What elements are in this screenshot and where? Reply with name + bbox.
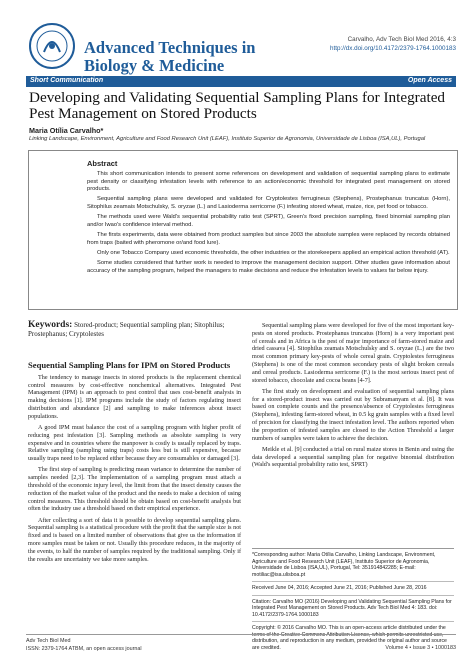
doi-link[interactable]: http://dx.doi.org/10.4172/2379-1764.1000183 <box>329 45 456 52</box>
article-type-label: Short Communication <box>30 77 104 84</box>
footer-journal: Adv Tech Biol Med <box>26 638 71 644</box>
body-left-column <box>28 360 241 568</box>
abstract-paragraph: The methods used were Wald's sequential probability ratio test (SPRT), Green's fixed precision sampling, fixed binomial sampling plan and/or Iwao's confidence interval method. <box>87 214 450 228</box>
journal-title-line2: Biology & Medicine <box>84 56 225 75</box>
body-paragraph: After collecting a sort of data it is possible to develop sequential sampling plans. Sequential sampling is a statistical procedure with the profit that the sample size is not fixed and is based on a limited number of observations that give us the information if more samples must be taken or not. Usually this procedure reduces, in the majority of the events, to half the number of samples required by the traditional sampling. Only if the results are uncertainty we take more samples. <box>28 517 241 563</box>
copyright-note: Copyright: © 2016 Carvalho MO. This is an open-access article distributed under the terms of the Creative Commons Attribution License, which permits unrestricted use, distribution, and reproduction in any medium, provided the original author and source are credited. <box>252 625 447 651</box>
article-title: Developing and Validating Sequential Sampling Plans for Integrated Pest Management on Stored Products <box>29 89 446 122</box>
keywords-label: Keywords: <box>28 320 73 330</box>
footer-issn: ISSN: 2379-1764 ATBM, an open access journal <box>26 645 142 652</box>
abstract-paragraph: Some studies considered that further work is needed to improve the management decision support. Other studies gave information about accuracy of the sampling program, helped the managers to make decisions and reduce the infestation levels to values far below injury. <box>87 260 450 274</box>
body-paragraph: The first step of sampling is predicting mean variance to determine the number of samples needed [2,3]. The implementation of a sampling program must attach a threshold of the economic injury level, the limit from that the insect density causes the reduction of the market value of the product and the needs to make a decision of using control measures. This threshold should be obtain based on cost-benefit analysis but often the industry use a threshold based on their empirical experience. <box>28 467 241 513</box>
keywords <box>28 321 241 339</box>
body-paragraph: Sequential sampling plans were developed for five of the most important key-pests on stored products. Prostephanus truncatus (Horn) is a very important pest of cereals and in Africa is the pest of major importance of farm-stored maize and dried cassava [4]. Sitophilus zeamais Motschulsky and S. oryzae (L.) are the two most common primary key-pests of whole cereal grain. Cryptolestes ferrugineus (Stephens) is one of the most common secondary pests of slight broken cereals and cereal products. Lasioderma serricorne (F.) is the most serious insect pest of stored tobacco, chocolate and cocoa beans [4-7]. <box>252 323 454 384</box>
section-heading: Sequential Sampling Plans for IPM on Stored Products <box>28 360 231 370</box>
article-author: Maria Otília Carvalho* <box>29 126 104 135</box>
journal-logo-icon <box>28 22 76 70</box>
journal-citation <box>330 35 456 53</box>
author-affiliation: Linking Landscape, Environment, Agriculture and Food Research Unit (LEAF), Instituto Superior de Agronomia, Universidade de Lisboa (ISA,UL), Portugal <box>29 136 426 142</box>
corresponding-author: *Corresponding author: Maria Otília Carvalho, Linking Landscape, Environment, Agriculture and Food Research Unit (LEAF), Instituto Superior de Agronomia, Universidade de Lisboa (ISA,UL), Portugal, Tel: 351914842285; E-mail: motiliac@isa.ulisboa.pt <box>252 552 436 578</box>
page-footer <box>26 634 456 653</box>
open-access-label: Open Access <box>407 77 452 84</box>
abstract-paragraph: Sequential sampling plans were developed and validated for Cryptolestes ferrugineus (Stephens), Prostephanus truncatus (Horn), Sitophilus zeamais Motschulsky, S. oryzae (L.) and Lasioderma serricorne (F.) infesting stored wheat, maize, rice, pet food or tobacco. <box>87 196 450 211</box>
body-paragraph: Meikle et al. [9] conducted a trial on rural maize stores in Benin and using the data developed a sequential sampling plan for negative binomial distribution (Wald's sequential probability ratio test, SPRT) <box>252 446 454 469</box>
article-dates: Received June 04, 2016; Accepted June 21, 2016; Published June 28, 2016 <box>252 585 427 591</box>
footer-volume: Volume 4 • Issue 3 • 1000183 <box>385 645 456 651</box>
journal-title-line1: Advanced Techniques in <box>84 38 256 57</box>
abstract-paragraph: Only one Tobacco Company used economic thresholds, the other industries or the storekeepers applied an empirical action threshold (AT). <box>97 250 450 257</box>
journal-title <box>84 39 304 75</box>
article-type-bar <box>26 76 456 87</box>
abstract-box <box>28 150 458 310</box>
body-paragraph: The first study on development and evaluation of sequential sampling plans for a stored-product insect was carried out by Subramanyam et al. [8]. It was based on complete counts and the presence/absence of Cryptolestes ferrugineus (Stephens), infesting farm-stored wheat, in 0.5 kg grain samples with a fixed level of precision for classifying the insect infestation level. The authors reported when the proportion of infested samples are closed to the Action Threshold a larger numbers of samples were taken to achieve the decision. <box>252 388 454 442</box>
abstract-heading: Abstract <box>87 159 118 168</box>
keywords-text: Stored-product; Sequential sampling plan; Sitophilus; Prostephanus; Cryptolestes <box>28 321 225 338</box>
abstract-paragraph: The firsts experiments, data were obtained from product samples but since 2003 the absolute samples were replaced by records obtained from traps (baited with pheromone or/and food lure). <box>87 232 450 246</box>
body-right-column <box>252 323 454 474</box>
body-paragraph: A good IPM must balance the cost of a sampling program with higher profit of reducing pest infestation [3]. Sampling methods as absolute sampling is very expensive and in countries where the manpower is costly is usually replaced by traps. Relative sampling (sampling using traps) costs less but is still expensive, because usually traps need to be replaced either because they are consumables or damaged [3]. <box>28 424 241 463</box>
body-paragraph: The tendency to manage insects in stored products is the replacement chemical control measures by cost-effective nonchemical alternatives. Integrated Pest Management (IPM) is an approach to pest control that uses cost-benefit analysis in making decisions [1]. IPM programs include the study of factors regulating insect distribution and abundance [2] and sampling to make inferences about insect populations. <box>28 374 241 420</box>
citation-note: Citation: Carvalho MO (2016) Developing and Validating Sequential Sampling Plans for Integrated Pest Management on Stored Products. Adv Tech Biol Med 4: 183. doi: 10.4172/2379-1764.1000183 <box>252 598 452 618</box>
citation-text: Carvalho, Adv Tech Biol Med 2016, 4:3 <box>347 36 456 43</box>
abstract-paragraph: This short communication intends to present some references on development and validation of sequential sampling plans to estimate pest density or classifying infestation levels with reference to an action/economic threshold for integrated pest management on stored products. <box>87 171 450 193</box>
